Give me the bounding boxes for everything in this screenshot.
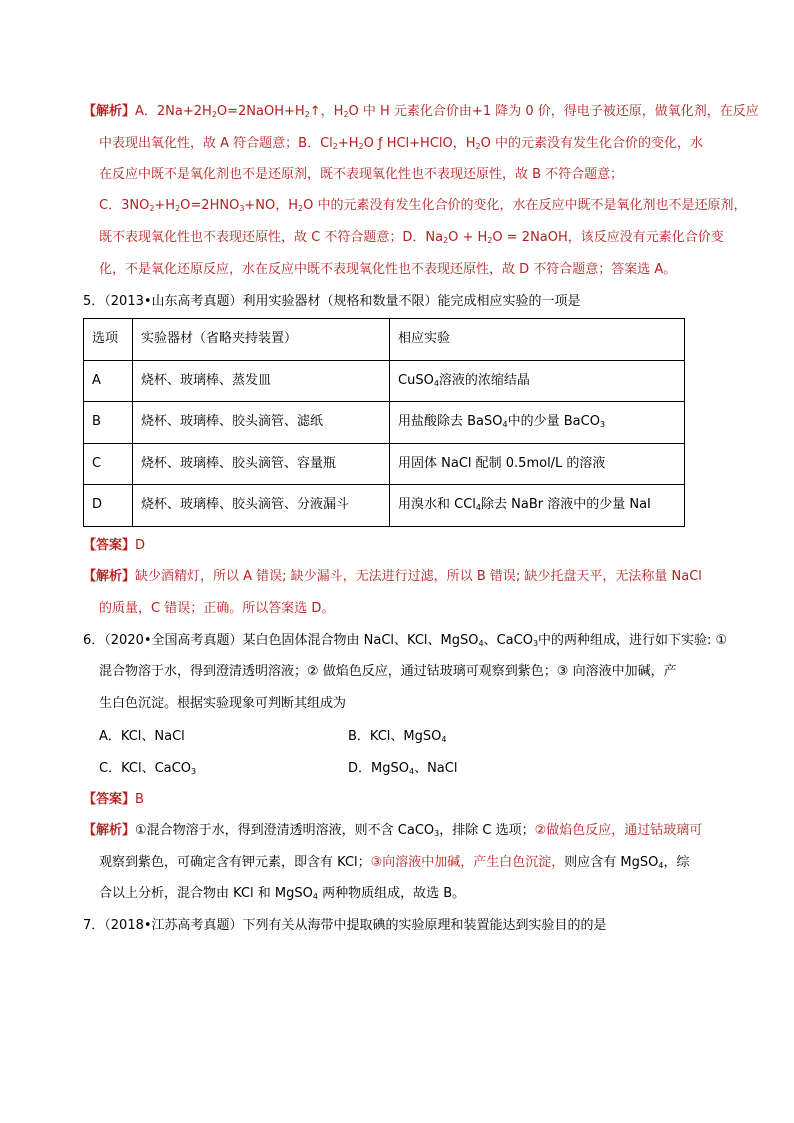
table-header: 相应实验 [390,319,685,361]
q6-analysis-line-2: 观察到紫色，可确定含有钾元素，即含有 KCl；③向溶液中加碱，产生白色沉淀，则应含有 MgSO$_4$，综 [99,855,690,870]
q4-analysis-line-1: 【解析】A．$2Na+2H_2O=2NaOH+H_2↑$，$H_2O$ 中 H 元素化合价由+1 降为 0 价，得电子被还原，做氧化剂，在反应 [83,104,759,119]
q6-option-d: D．MgSO$_4$、NaCl [348,761,458,776]
q4-analysis-line-6: 化，不是氧化还原反应，水在反应中既不表现氧化性也不表现还原性，故 D 不符合题意；答案选 A。 [99,262,677,277]
q5-table [83,318,685,527]
q6-option-c: C．KCl、CaCO$_3$ [99,761,197,776]
q4-analysis-line-5: 既不表现氧化性也不表现还原性，故 C 不符合题意；D．$Na_2O + H_2O$ = 2NaOH，该反应没有元素化合价变 [99,230,724,245]
q5-analysis-line-2: 的质量，C 错误；正确。所以答案选 D。 [99,601,335,616]
q4-analysis-line-3: 在反应中既不是氧化剂也不是还原剂，既不表现氧化性也不表现还原性，故 B 不符合题意； [99,167,624,182]
table-header: 选项 [84,319,133,361]
q7-stem: 7．（2018•江苏高考真题）下列有关从海带中提取碘的实验原理和装置能达到实验目的的是 [83,918,607,933]
table-header-row [84,319,685,361]
q5-answer: 【答案】D [83,538,146,553]
q6-analysis-line-3: 合以上分析，混合物由 KCl 和 MgSO$_4$ 两种物质组成，故选 B。 [99,886,466,901]
q4-analysis-line-2: 中表现出氧化性，故 A 符合题意；B．$Cl_2+H_2O$ ƒ HCl+HClO，$H_2O$ 中的元素没有发生化合价的变化，水 [99,136,703,151]
q6-analysis-line-1: 【解析】①混合物溶于水，得到澄清透明溶液，则不含 CaCO$_3$，排除 C 选项；②做焰色反应，通过钴玻璃可 [83,823,703,838]
table-row: C 烧杯、玻璃棒、胶头滴管、容量瓶 用固体 NaCl 配制 0.5mol/L 的溶液 [84,443,685,485]
q6-stem-line-1: 6．（2020•全国高考真题）某白色固体混合物由 NaCl、KCl、MgSO$_4$、CaCO$_3$中的两种组成，进行如下实验: ① [83,633,728,648]
q6-stem-line-3: 生白色沉淀。根据实验现象可判断其组成为 [99,696,347,711]
table-row: D 烧杯、玻璃棒、胶头滴管、分液漏斗 用溴水和 CCl$_4$除去 NaBr 溶液中的少量 NaI [84,485,685,527]
q6-option-b: B．KCl、MgSO$_4$ [348,729,447,744]
table-row: A 烧杯、玻璃棒、蒸发皿 CuSO$_4$溶液的浓缩结晶 [84,360,685,402]
q6-option-a: A．KCl、NaCl [99,729,185,744]
q6-stem-line-2: 混合物溶于水，得到澄清透明溶液；② 做焰色反应，通过钴玻璃可观察到紫色；③ 向溶液中加碱，产 [99,664,677,679]
q6-answer: 【答案】B [83,792,144,807]
table-row: B 烧杯、玻璃棒、胶头滴管、滤纸 用盐酸除去 BaSO$_4$中的少量 BaCO$_3$ [84,402,685,444]
q4-analysis-line-4: C．$3NO_2+H_2O=2HNO_3+NO$，$H_2O$ 中的元素没有发生化合价的变化，水在反应中既不是氧化剂也不是还原剂， [99,198,747,213]
table-header: 实验器材（省略夹持装置） [133,319,390,361]
analysis-tag: 【解析】 [83,104,136,119]
q5-analysis-line-1: 【解析】缺少酒精灯，所以 A 错误; 缺少漏斗，无法进行过滤，所以 B 错误; 缺少托盘天平，无法称量 NaCl [83,569,702,584]
q5-stem: 5．（2013•山东高考真题）利用实验器材（规格和数量不限）能完成相应实验的一项是 [83,294,581,309]
